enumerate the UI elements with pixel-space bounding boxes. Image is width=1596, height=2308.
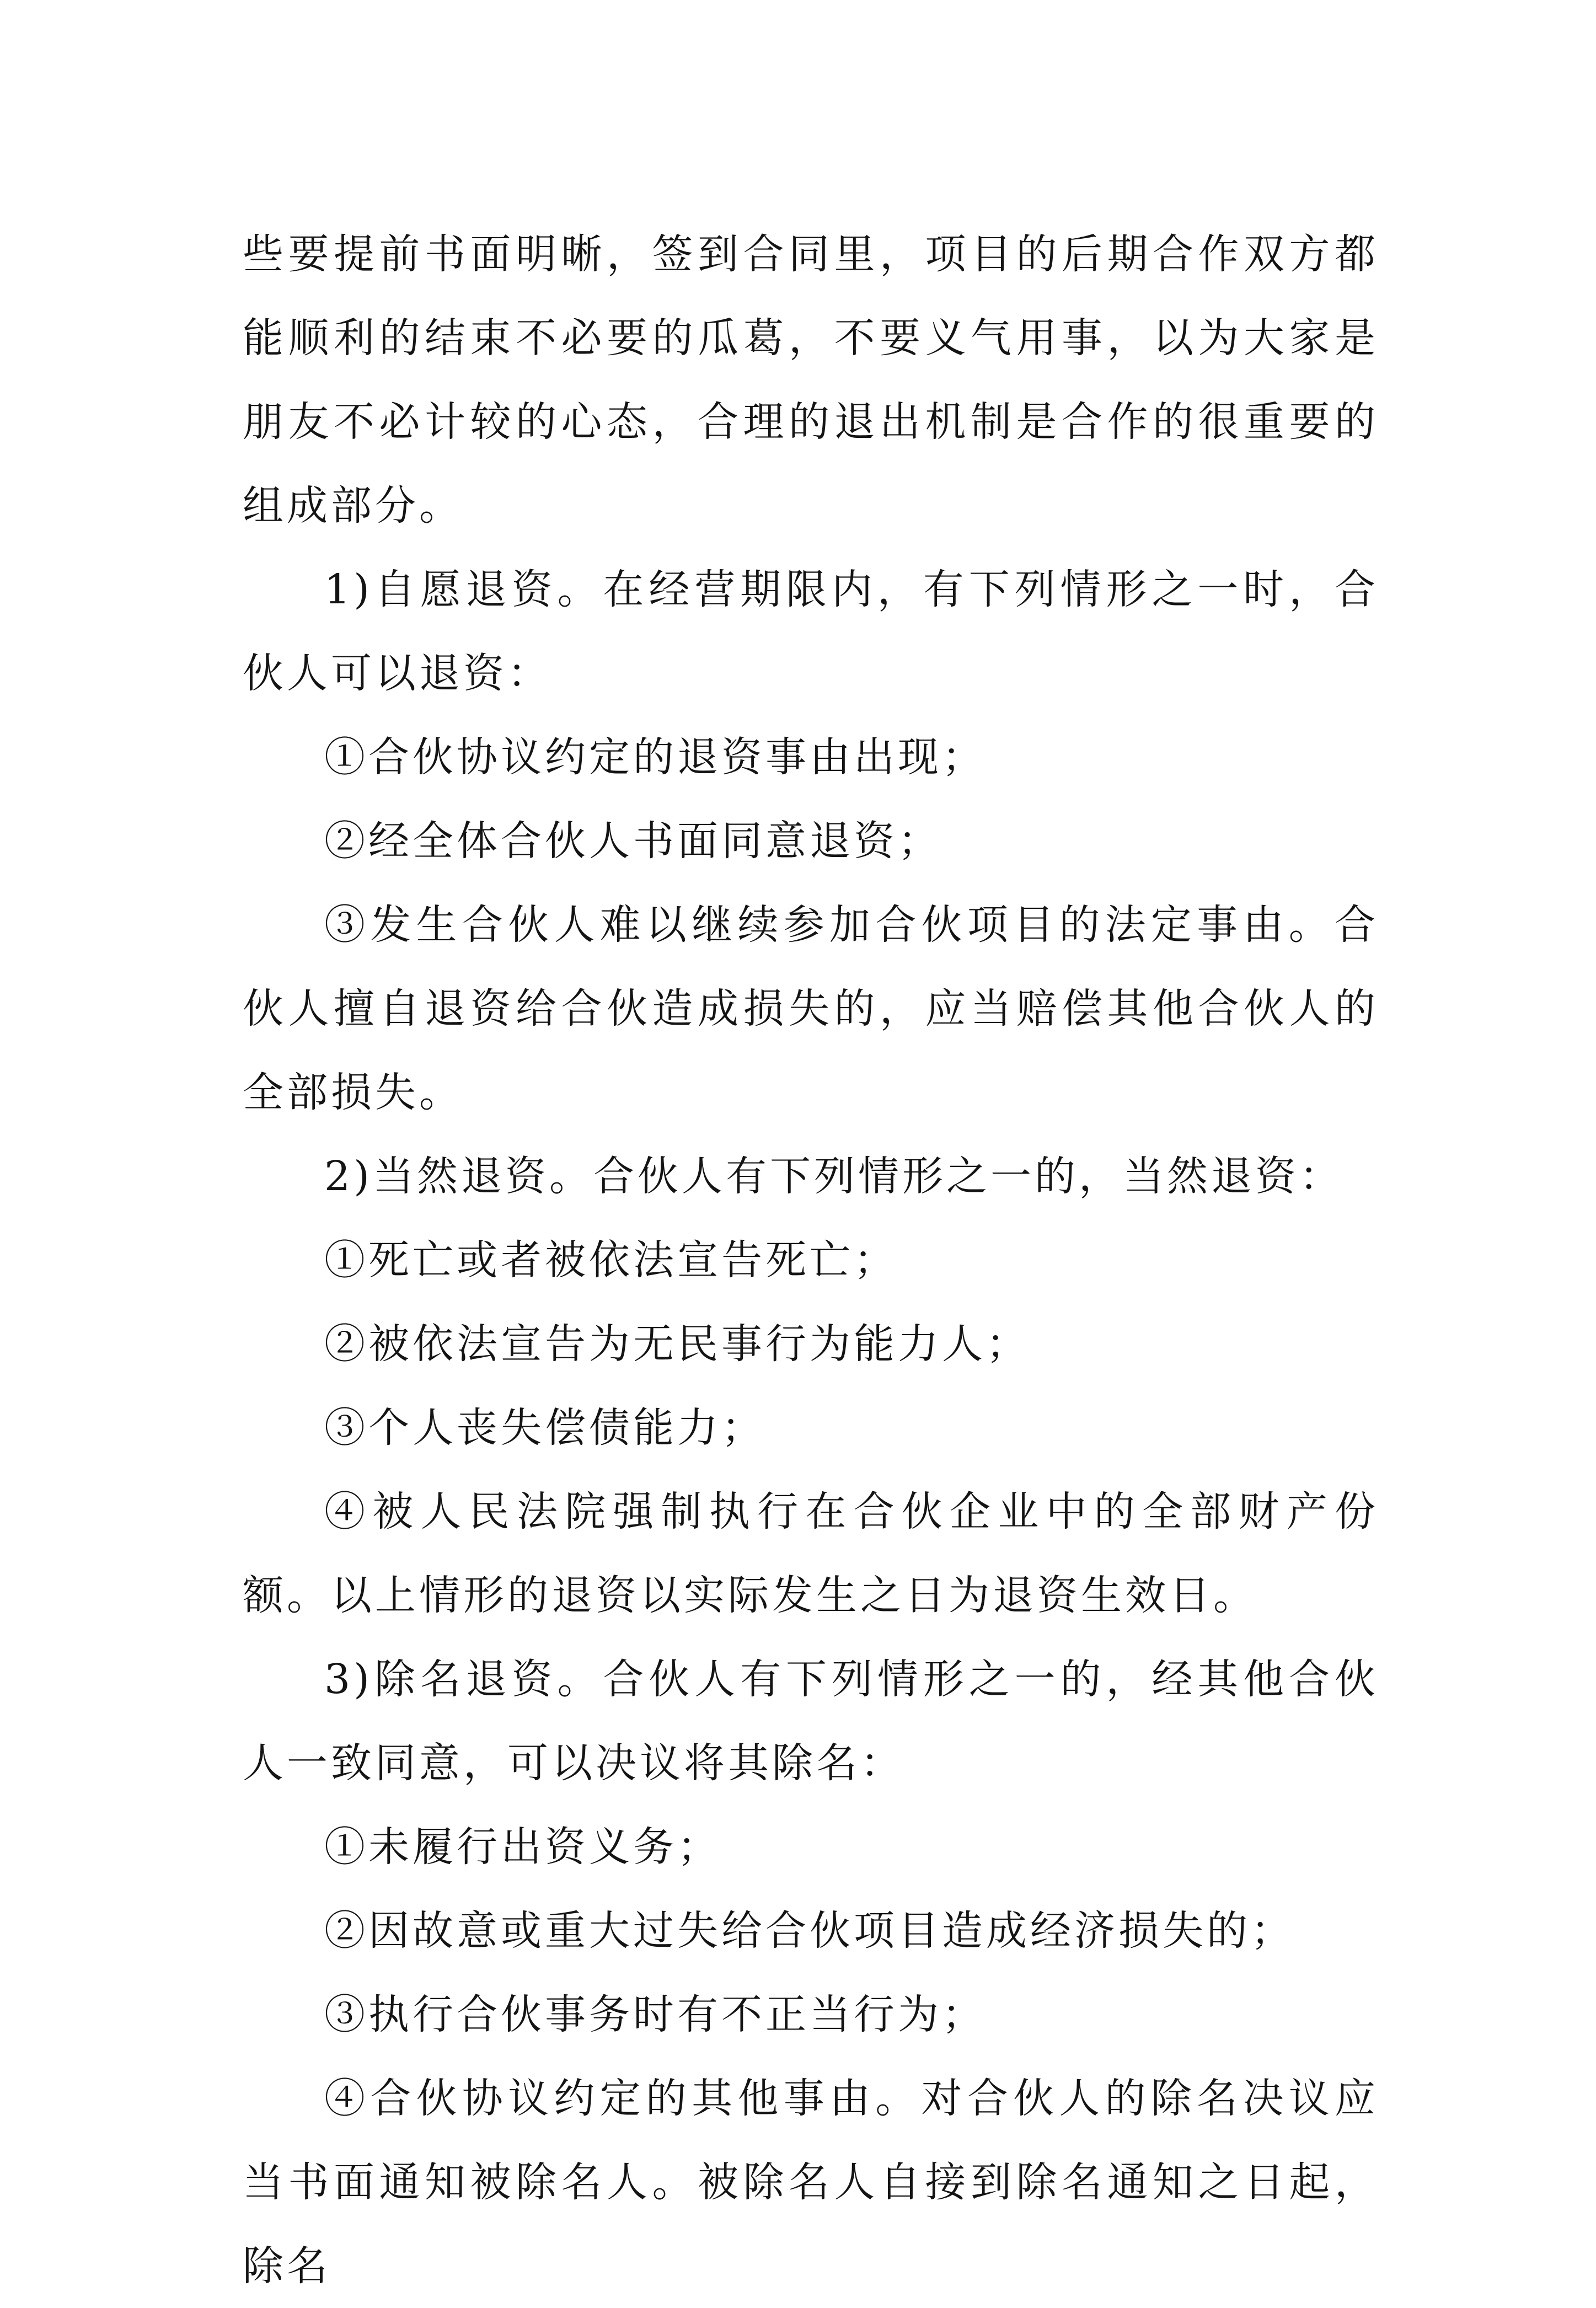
paragraph-voluntary-withdrawal: 1)自愿退资。在经营期限内，有下列情形之一时，合伙人可以退资： [243,566,1379,697]
paragraph-expulsion-withdrawal: 3)除名退资。合伙人有下列情形之一的，经其他合伙人一致同意，可以决议将其除名： [243,1656,1379,1787]
list-item-expulsion-2: ②因故意或重大过失给合伙项目造成经济损失的； [324,1907,1295,1954]
list-item-expulsion-3: ③执行合伙事务时有不正当行为； [324,1991,986,2038]
list-item-voluntary-3: ③发生合伙人难以继续参加合伙项目的法定事由。合伙人擅自退资给合伙造成损失的，应当赔偿其他合伙人的全部损失。 [243,901,1379,1116]
list-item-automatic-4: ④被人民法院强制执行在合伙企业中的全部财产份额。以上情形的退资以实际发生之日为退资生效日。 [243,1488,1379,1619]
paragraph-continuation: 些要提前书面明晰，签到合同里，项目的后期合作双方都能顺利的结束不必要的瓜葛，不要义气用事，以为大家是朋友不必计较的心态，合理的退出机制是合作的很重要的组成部分。 [243,231,1379,529]
list-item-voluntary-1: ①合伙协议约定的退资事由出现； [324,733,986,781]
paragraph-automatic-withdrawal: 2)当然退资。合伙人有下列情形之一的，当然退资： [324,1153,1343,1200]
list-item-automatic-2: ②被依法宣告为无民事行为能力人； [324,1320,1030,1368]
list-item-automatic-3: ③个人丧失偿债能力； [324,1404,765,1452]
list-item-automatic-1: ①死亡或者被依法宣告死亡； [324,1236,898,1284]
list-item-voluntary-2: ②经全体合伙人书面同意退资； [324,817,942,865]
list-item-expulsion-4: ④合伙协议约定的其他事由。对合伙人的除名决议应当书面通知被除名人。被除名人自接到除名通知之日起，除名 [243,2075,1379,2290]
list-item-expulsion-1: ①未履行出资义务； [324,1823,721,1871]
document-body [243,212,1379,2308]
